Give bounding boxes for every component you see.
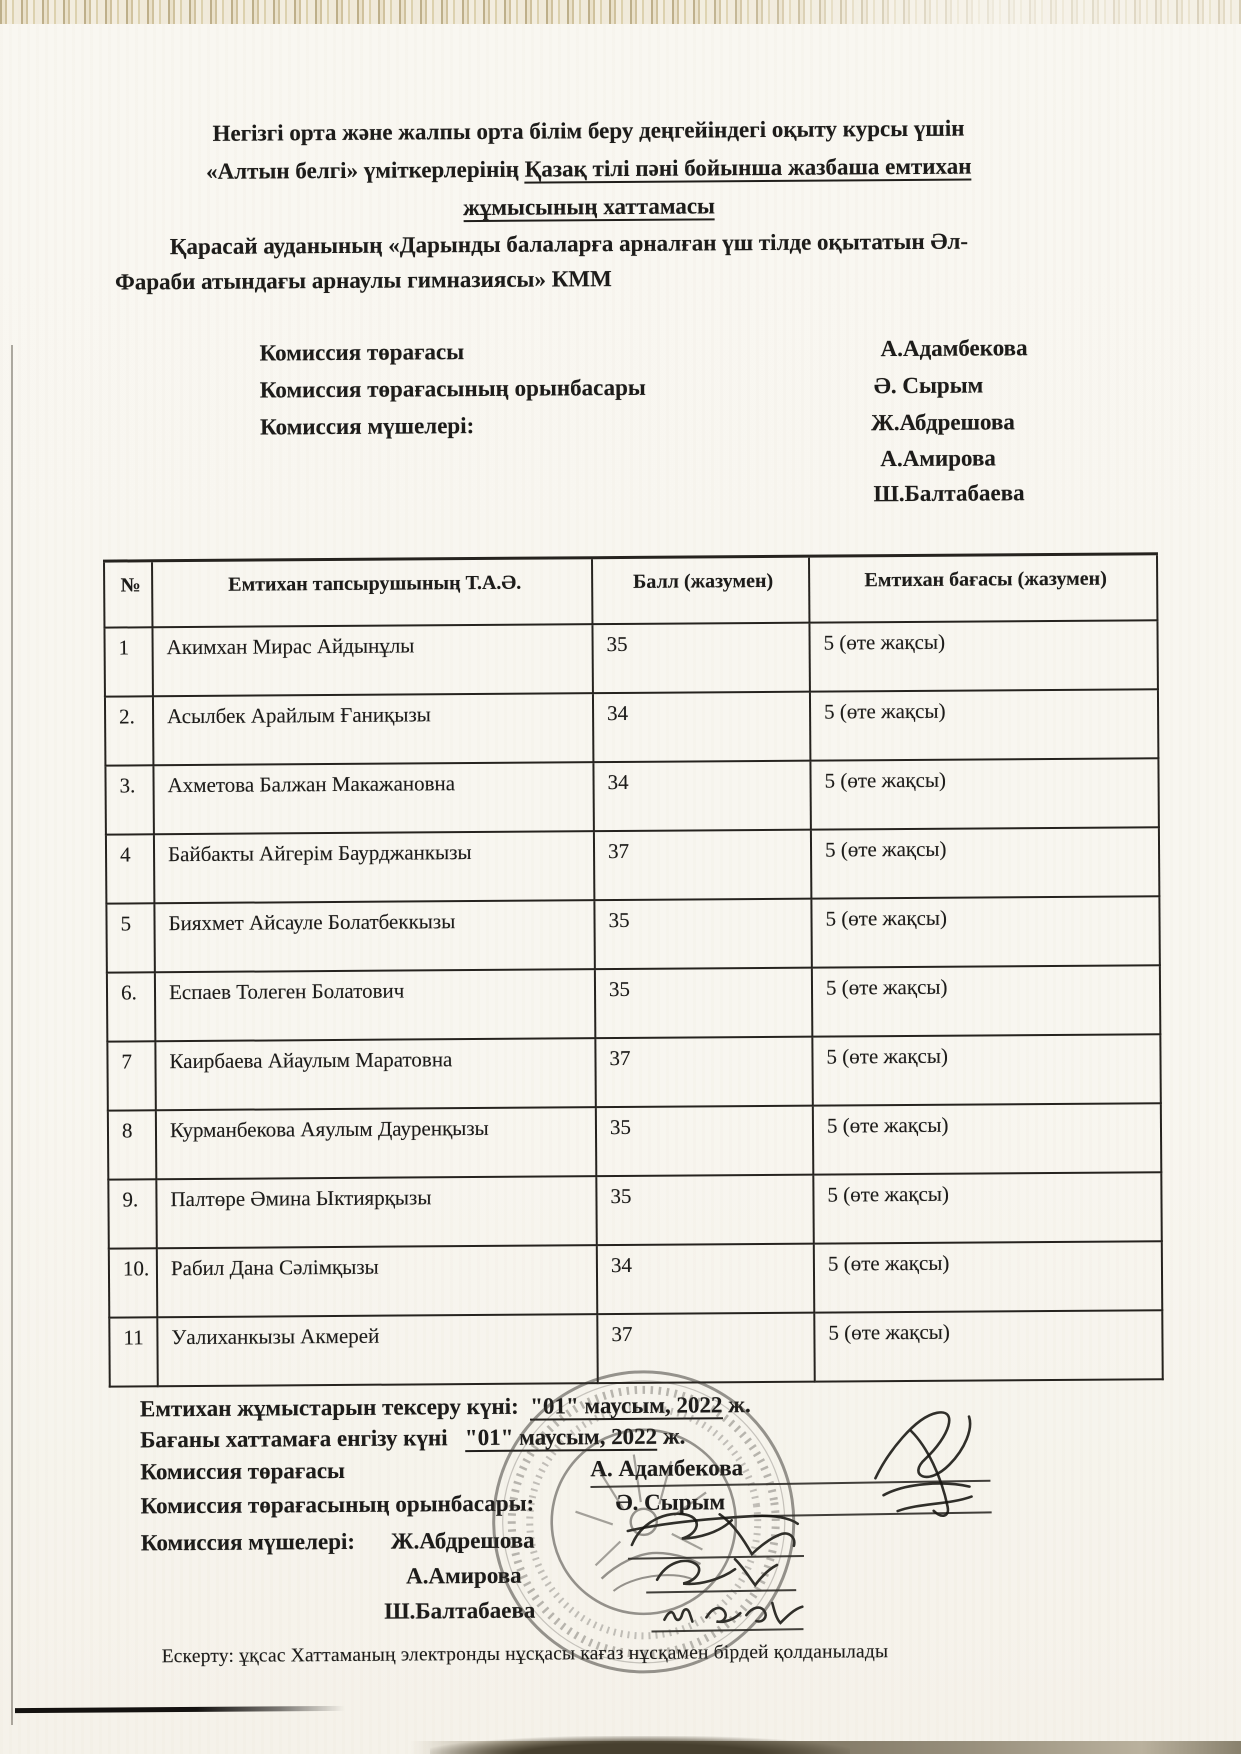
grade: 5 (өте жақсы): [811, 896, 1159, 967]
row-no: 3.: [105, 765, 153, 834]
table-row: [105, 758, 1158, 834]
grade: 5 (өте жақсы): [810, 758, 1158, 829]
table-row: [104, 620, 1157, 696]
student-name: Курманбекова Аяулым Дауренқызы: [156, 1107, 596, 1179]
grade: 5 (өте жақсы): [814, 1310, 1162, 1381]
commission-member-1-name: Ж.Абдрешова: [870, 409, 1015, 436]
student-name: Каирбаева Айаулым Маратовна: [155, 1038, 595, 1110]
title-line-3: [116, 185, 1061, 230]
title-line-2-prefix: «Алтын белгі» үміткерлерінің: [206, 156, 525, 184]
document-title: [116, 109, 1062, 230]
column-header-grade: Емтихан бағасы (жазумен): [809, 554, 1157, 622]
table-row: [109, 1241, 1162, 1317]
row-no: 10.: [109, 1248, 157, 1317]
student-name: Палтөре Әмина Ыктиярқызы: [156, 1176, 596, 1248]
entry-date-suffix: ж.: [657, 1423, 686, 1449]
row-no: 4: [106, 834, 154, 903]
score: 35: [594, 898, 811, 969]
commission-members-label: Комиссия мүшелері:: [259, 413, 475, 440]
commission-member-3-name: Ш.Балтабаева: [873, 480, 1025, 507]
table-row: [108, 1103, 1161, 1179]
chair-name: А. Адамбекова: [590, 1455, 744, 1482]
score: 37: [595, 1036, 812, 1107]
score: 34: [593, 691, 810, 762]
member-1-name: Ж.Абдрешова: [390, 1527, 535, 1554]
table-header-row: [104, 554, 1157, 627]
row-no: 8: [108, 1110, 156, 1179]
check-date-prefix: Емтихан жұмыстарын тексеру күні:: [139, 1393, 519, 1422]
row-no: 6.: [107, 972, 155, 1041]
title-line-3-underlined: жұмысының хаттамасы: [463, 193, 716, 221]
score: 34: [597, 1243, 814, 1314]
deputy-name: Ә. Сырым: [615, 1489, 726, 1516]
table-row: [105, 689, 1158, 765]
score: 37: [594, 829, 811, 900]
score: 35: [596, 1105, 813, 1176]
score: 35: [592, 622, 809, 693]
table-row: [106, 896, 1159, 972]
title-line-2: [116, 147, 1061, 192]
score: 35: [596, 1174, 813, 1245]
commission-member-2-name: А.Амирова: [880, 445, 996, 472]
entry-date-value: "01" маусым, 2022: [464, 1423, 658, 1451]
student-name: Бияхмет Айсауле Болатбеккызы: [154, 900, 594, 972]
score: 37: [597, 1312, 814, 1383]
check-date-value: "01" маусым, 2022: [530, 1392, 723, 1419]
row-no: 5: [106, 903, 154, 972]
commission-chair-row: [259, 335, 1109, 371]
grade: 5 (өте жақсы): [809, 620, 1157, 691]
commission-member-2-row: [260, 445, 1110, 481]
check-date-suffix: ж.: [722, 1392, 751, 1418]
chair-signature: [857, 1402, 998, 1528]
row-no: 7: [107, 1041, 155, 1110]
student-name: Уалиханкызы Акмерей: [157, 1314, 597, 1386]
deputy-label: Комиссия төрағасының орынбасары:: [140, 1490, 535, 1519]
commission-chair-label: Комиссия төрағасы: [259, 339, 465, 366]
grade: 5 (өте жақсы): [813, 1103, 1161, 1174]
commission-deputy-row: [260, 372, 1110, 408]
commission-members-row: [260, 409, 1110, 445]
entry-date-prefix: Бағаны хаттамаға енгізу күні: [140, 1425, 448, 1453]
grade: 5 (өте жақсы): [813, 1172, 1161, 1243]
title-line-2-underlined: Қазақ тілі пәні бойынша жазбаша емтихан: [524, 153, 972, 182]
commission-member-3-row: [260, 480, 1110, 516]
grade: 5 (өте жақсы): [812, 1034, 1160, 1105]
footnote: Ескерту: ұқсас Хаттаманың электронды нұсқасы кағаз нұсқамен бірдей қолданылады: [161, 1641, 889, 1668]
student-name: Ахметова Балжан Макажановна: [153, 762, 593, 834]
grade: 5 (өте жақсы): [814, 1241, 1162, 1312]
table-row: [107, 965, 1160, 1041]
student-name: Еспаев Толеген Болатович: [155, 969, 595, 1041]
score: 35: [595, 967, 812, 1038]
grade: 5 (өте жақсы): [810, 689, 1158, 760]
row-no: 11: [109, 1317, 157, 1386]
student-name: Рабил Дана Сәлімқызы: [157, 1245, 597, 1317]
commission-chair-name: А.Адамбекова: [880, 335, 1028, 362]
commission-deputy-name: Ә. Сырым: [873, 372, 984, 399]
school-paragraph: Қарасай ауданының «Дарынды балаларға арналған үш тілде оқытатын Әл-Фараби атындағы арнаулы гимназиясы» КММ: [114, 228, 969, 295]
chair-label: Комиссия төрағасы: [140, 1457, 346, 1485]
row-no: 1: [104, 627, 152, 696]
grade: 5 (өте жақсы): [811, 827, 1159, 898]
commission-deputy-label: Комиссия төрағасының орынбасары: [259, 374, 646, 403]
column-header-no: №: [104, 561, 152, 627]
student-name: Байбакты Айгерім Баурджанкызы: [154, 831, 594, 903]
member-3-name: Ш.Балтабаева: [384, 1597, 536, 1624]
score: 34: [593, 760, 810, 831]
grade: 5 (өте жақсы): [812, 965, 1160, 1036]
member-2-name: А.Амирова: [406, 1562, 522, 1589]
title-line-1: Негізгі орта және жалпы орта білім беру деңгейіндегі оқыту курсы үшін: [212, 115, 965, 146]
student-name: Асылбек Арайлым Ғаниқызы: [153, 693, 593, 765]
exam-results-table: [103, 552, 1164, 1387]
row-no: 2.: [105, 696, 153, 765]
column-header-name: Емтихан тапсырушының Т.А.Ә.: [152, 558, 592, 627]
student-name: Акимхан Мирас Айдынұлы: [152, 624, 592, 696]
table-row: [107, 1034, 1160, 1110]
table-row: [106, 827, 1159, 903]
members-label: Комиссия мүшелері:: [140, 1528, 356, 1556]
row-no: 9.: [108, 1179, 156, 1248]
column-header-score: Балл (жазумен): [592, 556, 809, 624]
table-row: [108, 1172, 1161, 1248]
official-stamp: [462, 1340, 825, 1703]
